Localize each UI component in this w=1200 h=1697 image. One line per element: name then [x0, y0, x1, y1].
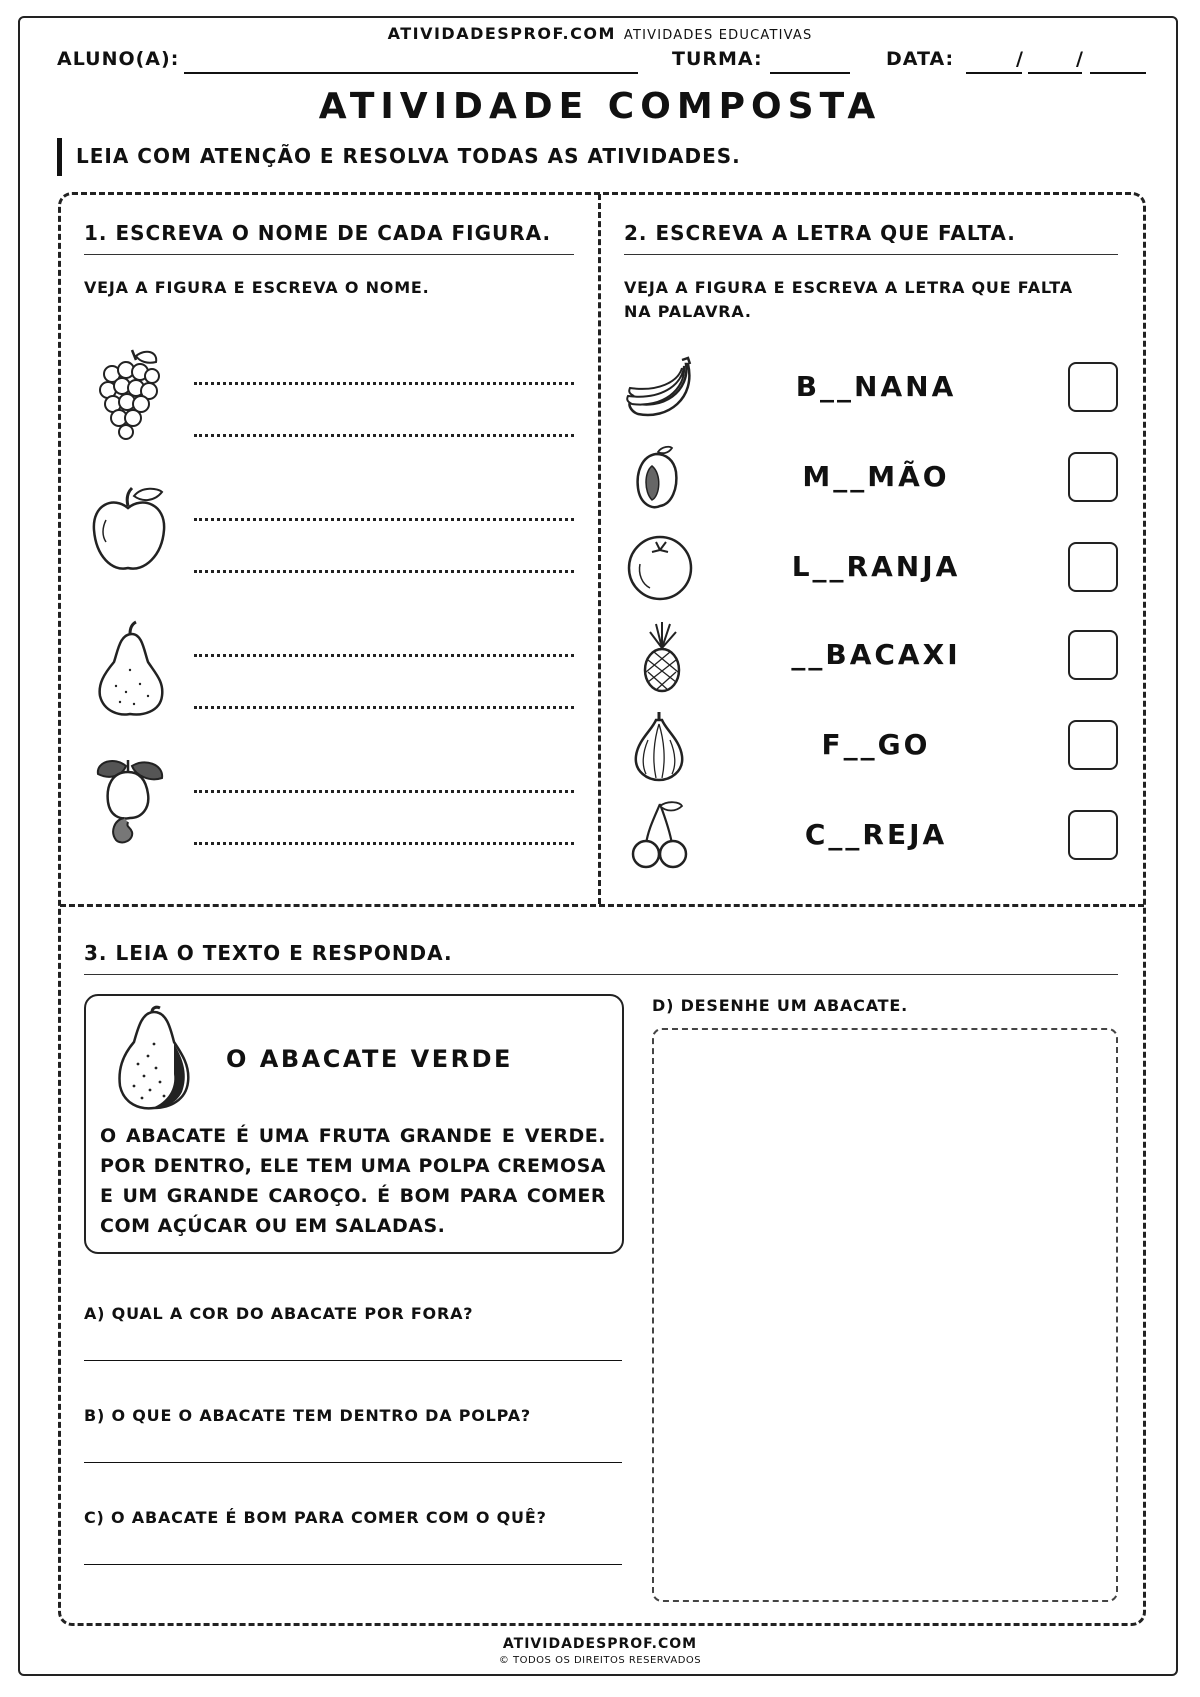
answer-line-a[interactable] [84, 1360, 622, 1361]
answer-line[interactable] [194, 570, 574, 573]
site-subtitle: ATIVIDADES EDUCATIVAS [623, 28, 813, 43]
page-instruction: LEIA COM ATENÇÃO E RESOLVA TODAS AS ATIVIDADES. [76, 144, 741, 168]
section3-title: 3. LEIA O TEXTO E RESPONDA. [84, 941, 453, 965]
page-title: ATIVIDADE COMPOSTA [318, 86, 882, 127]
answer-line[interactable] [194, 706, 574, 709]
missing-letter-word: M__MÃO [802, 460, 950, 493]
date-day-line[interactable] [966, 72, 1022, 74]
answer-line-c[interactable] [84, 1564, 622, 1565]
student-label: ALUNO(A): [57, 48, 180, 70]
apple-icon [90, 484, 168, 574]
avocado-icon [116, 1004, 192, 1112]
section3-rule [84, 974, 1118, 975]
footer-rights: © TODOS OS DIREITOS RESERVADOS [498, 1655, 702, 1666]
answer-line[interactable] [194, 654, 574, 657]
missing-letter-word: __BACAXI [791, 638, 961, 671]
date-slash-2: / [1076, 48, 1084, 70]
question-c: C) O ABACATE É BOM PARA COMER COM O QUÊ? [84, 1508, 547, 1527]
pineapple-icon [640, 620, 684, 692]
student-name-line[interactable] [184, 72, 638, 74]
section2-instruction: VEJA A FIGURA E ESCREVA A LETRA QUE FALTA NA PALAVRA. [624, 278, 1073, 321]
letter-answer-box[interactable] [1068, 630, 1118, 680]
letter-answer-box[interactable] [1068, 362, 1118, 412]
site-header [0, 24, 1200, 43]
letter-answer-box[interactable] [1068, 452, 1118, 502]
class-label: TURMA: [672, 48, 763, 70]
story-text: O ABACATE É UMA FRUTA GRANDE E VERDE. POR DENTRO, ELE TEM UMA POLPA CREMOSA E UM GRANDE CAROÇO. É BOM PARA COMER COM AÇÚCAR OU EM SALADAS. [100, 1125, 606, 1237]
question-d: D) DESENHE UM ABACATE. [652, 996, 908, 1015]
missing-letter-word: F__GO [821, 728, 931, 761]
letter-answer-box[interactable] [1068, 810, 1118, 860]
cashew-icon [92, 756, 168, 844]
missing-letter-word: B__NANA [795, 370, 957, 403]
date-month-line[interactable] [1028, 72, 1082, 74]
question-a: A) QUAL A COR DO ABACATE POR FORA? [84, 1304, 474, 1323]
letter-answer-box[interactable] [1068, 720, 1118, 770]
answer-line[interactable] [194, 434, 574, 437]
grapes-icon [96, 346, 166, 442]
letter-answer-box[interactable] [1068, 542, 1118, 592]
banana-icon [624, 356, 696, 418]
section2-title: 2. ESCREVA A LETRA QUE FALTA. [624, 221, 1016, 245]
missing-letter-word: C__REJA [804, 818, 948, 851]
section2-rule [624, 254, 1118, 255]
missing-letter-word: L__RANJA [791, 550, 961, 583]
answer-line[interactable] [194, 518, 574, 521]
answer-line[interactable] [194, 382, 574, 385]
section-divider [60, 904, 1144, 907]
answer-line-b[interactable] [84, 1462, 622, 1463]
date-slash-1: / [1016, 48, 1024, 70]
story-title: O ABACATE VERDE [226, 1045, 513, 1073]
section1-rule [84, 254, 574, 255]
date-label: DATA: [886, 48, 955, 70]
fig-icon [632, 710, 686, 782]
question-b: B) O QUE O ABACATE TEM DENTRO DA POLPA? [84, 1406, 531, 1425]
drawing-area[interactable] [652, 1028, 1118, 1602]
answer-line[interactable] [194, 842, 574, 845]
footer-site: ATIVIDADESPROF.COM [502, 1636, 698, 1652]
section1-instruction: VEJA A FIGURA E ESCREVA O NOME. [84, 278, 430, 297]
date-year-line[interactable] [1090, 72, 1146, 74]
pear-icon [96, 620, 166, 718]
class-line[interactable] [770, 72, 850, 74]
site-name: ATIVIDADESPROF.COM [387, 24, 616, 43]
papaya-icon [632, 444, 682, 510]
cherry-icon [630, 800, 690, 870]
instruction-bar [57, 138, 62, 176]
answer-line[interactable] [194, 790, 574, 793]
section1-title: 1. ESCREVA O NOME DE CADA FIGURA. [84, 221, 552, 245]
column-divider [598, 194, 601, 904]
orange-icon [626, 534, 694, 602]
